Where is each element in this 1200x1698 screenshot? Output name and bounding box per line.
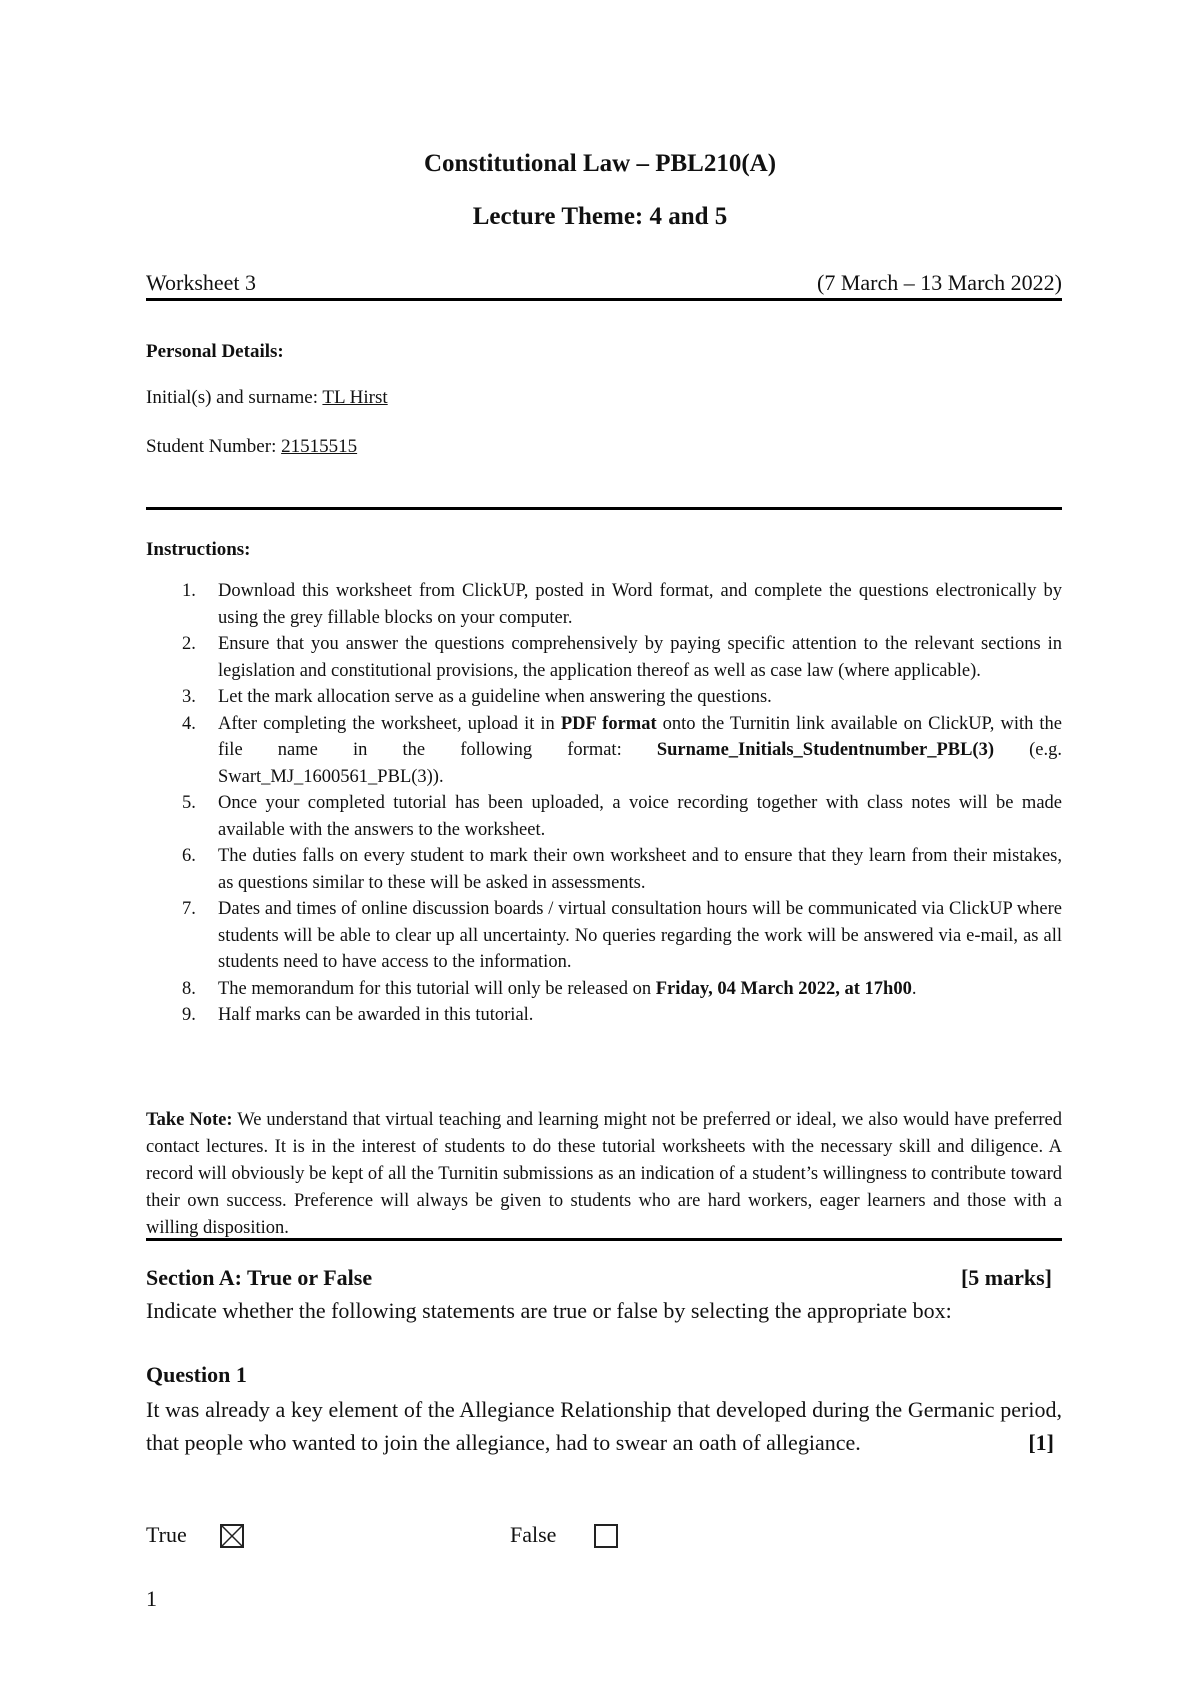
instruction-text [218,790,1062,843]
name-line [146,384,388,411]
instruction-segment: . [911,978,917,999]
page-number: 1 [146,1586,157,1611]
instruction-item [146,684,1062,711]
instruction-item [146,976,1062,1003]
header-divider [146,298,1062,301]
question-1-text [146,1394,1062,1459]
take-note-paragraph [146,1107,1062,1242]
name-label: Initial(s) and surname: [146,387,323,408]
instruction-item [146,578,1062,631]
instruction-item [146,843,1062,896]
instruction-item [146,631,1062,684]
student-number-line [146,433,357,460]
instruction-segment: The memorandum for this tutorial will only be released on [218,978,656,999]
instruction-segment: Half marks can be awarded in this tutorial. [218,1005,534,1025]
student-number-field[interactable]: 21515515 [281,436,358,457]
instruction-number: 1. [182,581,196,601]
instruction-item [146,1002,1062,1029]
instruction-segment: (e.g. Swart_MJ_1600561_PBL(3)). [218,740,1062,787]
instruction-number: 8. [182,978,196,999]
document-subtitle: Lecture Theme: 4 and 5 [472,203,728,230]
worksheet-header-row [146,270,1062,296]
true-option-label: True [146,1522,187,1547]
instruction-item [146,790,1062,843]
instruction-text [218,578,1062,631]
instruction-segment: onto the Turnitin link available on ClickUP, with the file name in the following format: [218,713,1062,760]
personal-divider [146,507,1062,510]
instruction-item [146,711,1062,791]
instructions-heading: Instructions: [146,539,251,560]
true-checkbox[interactable] [220,1524,244,1548]
question-1-marks: [1] [1028,1429,1054,1455]
instruction-number: 4. [182,713,196,734]
name-field[interactable]: TL Hirst [322,387,388,408]
instruction-text [218,1002,1062,1029]
personal-details-heading: Personal Details: [146,341,284,362]
section-a-instruction: Indicate whether the following statements are true or false by selecting the appropriate box: [146,1298,952,1323]
instruction-text [218,896,1062,976]
worksheet-dates: (7 March – 13 March 2022) [817,270,1062,295]
instructions-list [146,578,1062,1029]
section-a-title: Section A: True or False [146,1265,373,1290]
instruction-number: 2. [182,634,196,654]
question-1-heading: Question 1 [146,1362,247,1387]
instruction-number: 5. [182,793,196,813]
instruction-segment: The duties falls on every student to mark their own worksheet and to ensure that they learn from their mistakes, as questions similar to these will be asked in assessments. [218,846,1062,893]
instruction-segment: Dates and times of online discussion boards / virtual consultation hours will be communicated via ClickUP where students will be able to clear up all uncertainty. No queries regarding the work will be answered via e-mail, as all students need to have access to the information. [218,899,1062,972]
worksheet-label: Worksheet 3 [146,270,257,295]
instruction-segment: Ensure that you answer the questions comprehensively by paying specific attention to the relevant sections in legislation and constitutional provisions, the application thereof as well as case law (where applicable). [218,634,1062,681]
section-a-heading [146,1265,1052,1291]
note-divider [146,1238,1062,1241]
instruction-text [218,684,1062,711]
checkbox-cross-icon [222,1526,242,1546]
instruction-segment: Let the mark allocation serve as a guideline when answering the questions. [218,687,772,707]
instruction-text [218,631,1062,684]
instruction-segment: After completing the worksheet, upload it in [218,713,561,734]
question-1-statement: It was already a key element of the Allegiance Relationship that developed during the Germanic period, that people who wanted to join the allegiance, had to swear an oath of allegiance. [146,1397,1062,1455]
instruction-text [218,711,1062,791]
instruction-number: 7. [182,899,196,919]
take-note-label: Take Note: [146,1110,233,1130]
instruction-segment: Download this worksheet from ClickUP, posted in Word format, and complete the questions electronically by using the grey fillable blocks on your computer. [218,581,1062,628]
take-note-text: We understand that virtual teaching and learning might not be preferred or ideal, we also would have preferred contact lectures. It is in the interest of students to do these tutorial worksheets with the necessary skill and diligence. A record will obviously be kept of all the Turnitin submissions as an indication of a student’s willingness to contribute toward their own success. Preference will always be given to students who are hard workers, eager learners and those with a willing disposition. [146,1110,1062,1238]
instruction-number: 3. [182,687,196,707]
instruction-text [218,843,1062,896]
instruction-number: 9. [182,1005,196,1025]
instruction-text [218,976,1062,1003]
instruction-emphasis: Surname_Initials_Studentnumber_PBL(3) [656,740,994,760]
document-title: Constitutional Law – PBL210(A) [423,150,777,177]
instruction-segment: Once your completed tutorial has been uploaded, a voice recording together with class notes will be made available with the answers to the worksheet. [218,793,1062,840]
false-checkbox[interactable] [594,1524,618,1548]
student-number-label: Student Number: [146,436,282,457]
instruction-emphasis: PDF format [560,713,657,734]
instruction-emphasis: Friday, 04 March 2022, at 17h00 [655,978,912,999]
false-option-label: False [510,1522,557,1547]
instruction-item [146,896,1062,976]
section-a-marks: [5 marks] [960,1265,1052,1290]
instruction-number: 6. [182,846,196,866]
